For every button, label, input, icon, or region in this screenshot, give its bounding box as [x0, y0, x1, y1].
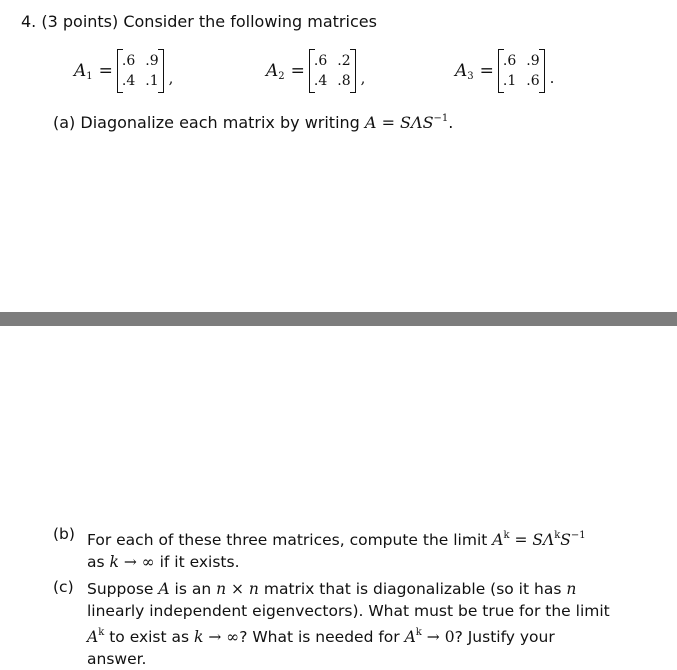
matrix-brackets	[498, 49, 545, 93]
matrix-label: $A_2$	[266, 60, 285, 82]
problem-header	[21, 12, 377, 31]
matrix-a2: $A_2$ = .6 .2 .4 .8 ,	[266, 46, 365, 96]
part-b-label: (b)	[53, 525, 75, 543]
part-a-end: .	[448, 113, 454, 132]
part-c-label: (c)	[53, 578, 74, 596]
matrix-a3: $A_3$ = .6 .9 .1 .6 .	[455, 46, 554, 96]
matrix-cell: .6	[121, 53, 136, 69]
matrix-cell: .6	[313, 53, 328, 69]
problem-intro: Consider the following matrices	[123, 12, 377, 31]
matrix-cell: .4	[121, 73, 136, 89]
matrix-cell: .9	[526, 53, 540, 69]
matrix-cell: .4	[313, 73, 328, 89]
matrix-punct: ,	[360, 69, 366, 87]
matrix-cell: .8	[337, 73, 351, 89]
matrix-a1: $A_1$ = .6 .9 .4 .1 ,	[74, 46, 173, 96]
matrix-label: $A_3$	[455, 60, 474, 82]
matrix-brackets	[309, 49, 356, 93]
matrix-brackets	[117, 49, 164, 93]
part-b-text: For each of these three matrices, compute the limit $A^k = S\Lambda^kS^{-1}$ as k → ∞ if it exists.	[87, 530, 586, 571]
matrix-cell: .6	[526, 73, 540, 89]
problem-number: 4.	[21, 12, 37, 31]
problem-points: (3 points)	[41, 12, 119, 31]
part-a-label: (a)	[53, 113, 76, 132]
section-divider	[0, 312, 677, 326]
matrix-cell: .2	[337, 53, 351, 69]
matrix-cell: .9	[145, 53, 159, 69]
matrix-cell: .6	[502, 53, 517, 69]
part-c-text: Suppose A is an n × n matrix that is diagonalizable (so it has n linearly independent eigenvectors). What must be true for the limit $A^k$ to exist as k → ∞? What is needed for $A^k \to 0$? Justify your answer.	[87, 580, 610, 668]
matrix-punct: ,	[168, 69, 174, 87]
matrix-label: $A_1$	[74, 60, 93, 82]
matrix-cell: .1	[145, 73, 159, 89]
part-a-exponent: −1	[433, 113, 449, 124]
matrix-punct: .	[549, 69, 555, 87]
part-a	[53, 113, 453, 132]
part-a-text: Diagonalize each matrix by writing	[80, 113, 360, 132]
part-a-formula: A = SΛS	[364, 113, 434, 132]
matrix-cell: .1	[502, 73, 517, 89]
